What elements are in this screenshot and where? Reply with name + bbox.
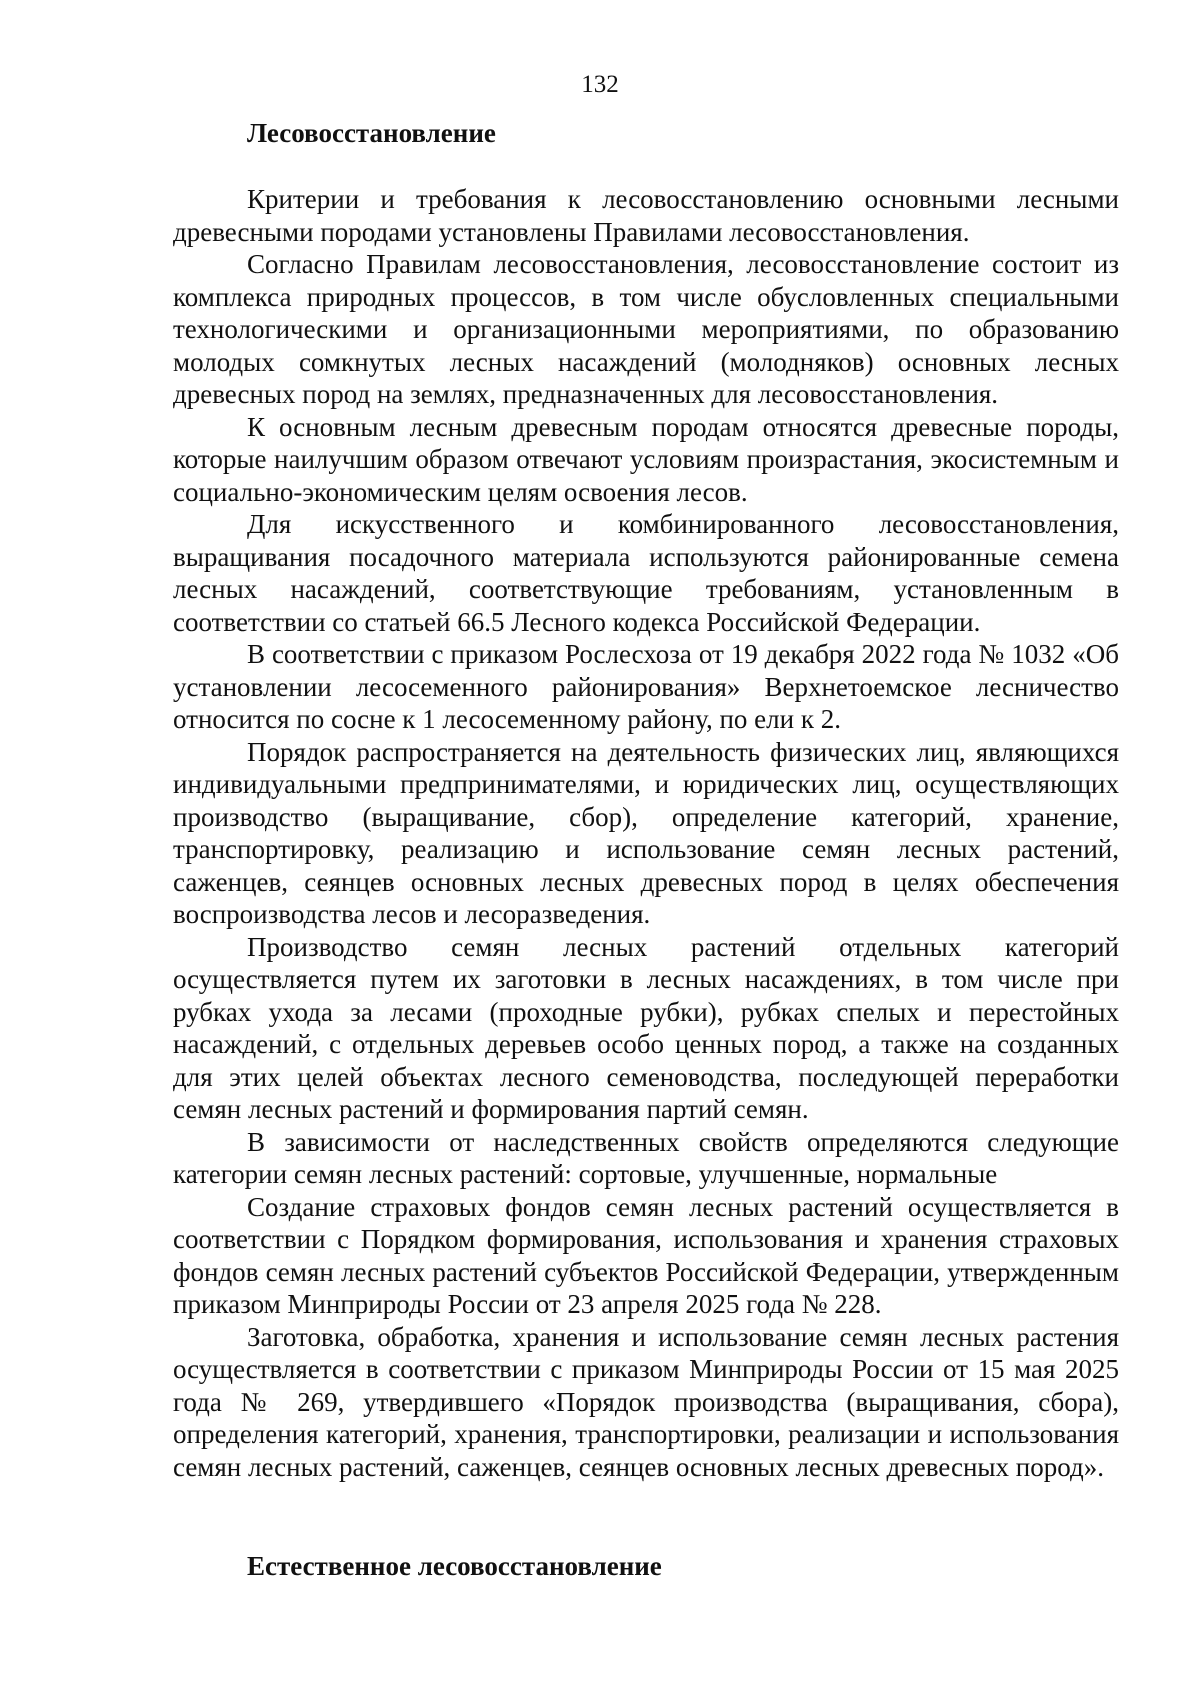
paragraph: Производство семян лесных растений отдельных категорий осуществляется путем их заготовки в лесных насаждениях, в том числе при рубках ухода за лесами (проходные рубки), рубках спелых и перестойных насаждений, с отдельных деревьев особо ценных пород, а также на созданных для этих целей объектах лесного семеноводства, последующей переработки семян лесных растений и формирования партий семян.	[173, 931, 1119, 1124]
page-number: 132	[581, 71, 619, 98]
section-heading: Лесовосстановление	[247, 118, 496, 148]
paragraph: Согласно Правилам лесовосстановления, лесовосстановление состоит из комплекса природных процессов, в том числе обусловленных специальными технологическими и организационными мероприятиями, по образованию молодых сомкнутых лесных насаждений (молодняков) основных лесных древесных пород на землях, предназначенных для лесовосстановления.	[173, 249, 1119, 409]
paragraph: Критерии и требования к лесовосстановлению основными лесными древесными породами установлены Правилами лесовосстановления.	[173, 184, 1119, 247]
paragraph: В соответствии с приказом Рослесхоза от 19 декабря 2022 года № 1032 «Об установлении лесосеменного районирования» Верхнетоемское лесничество относится по сосне к 1 лесосеменному району, по ели к 2.	[173, 639, 1119, 734]
paragraph: Порядок распространяется на деятельность физических лиц, являющихся индивидуальными предпринимателями, и юридических лиц, осуществляющих производство (выращивание, сбор), определение категорий, хранение, транспортировку, реализацию и использование семян лесных растений, саженцев, сеянцев основных лесных древесных пород в целях обеспечения воспроизводства лесов и лесоразведения.	[173, 736, 1119, 929]
paragraph: Создание страховых фондов семян лесных растений осуществляется в соответствии с Порядком формирования, использования и хранения страховых фондов семян лесных растений субъектов Российской Федерации, утвержденным приказом Минприроды России от 23 апреля 2025 года № 228.	[173, 1191, 1119, 1319]
paragraph: К основным лесным древесным породам относятся древесные породы, которые наилучшим образом отвечают условиям произрастания, экосистемным и социально-экономическим целям освоения лесов.	[173, 411, 1119, 507]
paragraph: Для искусственного и комбинированного лесовосстановления, выращивания посадочного материала используются районированные семена лесных насаждений, соответствующие требованиям, установленным в соответствии со статьей 66.5 Лесного кодекса Российской Федерации.	[173, 509, 1119, 637]
body-text	[173, 183, 1119, 1483]
subsection-heading: Естественное лесовосстановление	[247, 1551, 662, 1581]
paragraph: В зависимости от наследственных свойств определяются следующие категории семян лесных растений: сортовые, улучшенные, нормальные	[173, 1126, 1119, 1189]
paragraph: Заготовка, обработка, хранения и использование семян лесных растения осуществляется в соответствии с приказом Минприроды России от 15 мая 2025 года № 269, утвердившего «Порядок производства (выращивания, сбора), определения категорий, хранения, транспортировки, реализации и использования семян лесных растений, саженцев, сеянцев основных лесных древесных пород».	[173, 1321, 1119, 1482]
